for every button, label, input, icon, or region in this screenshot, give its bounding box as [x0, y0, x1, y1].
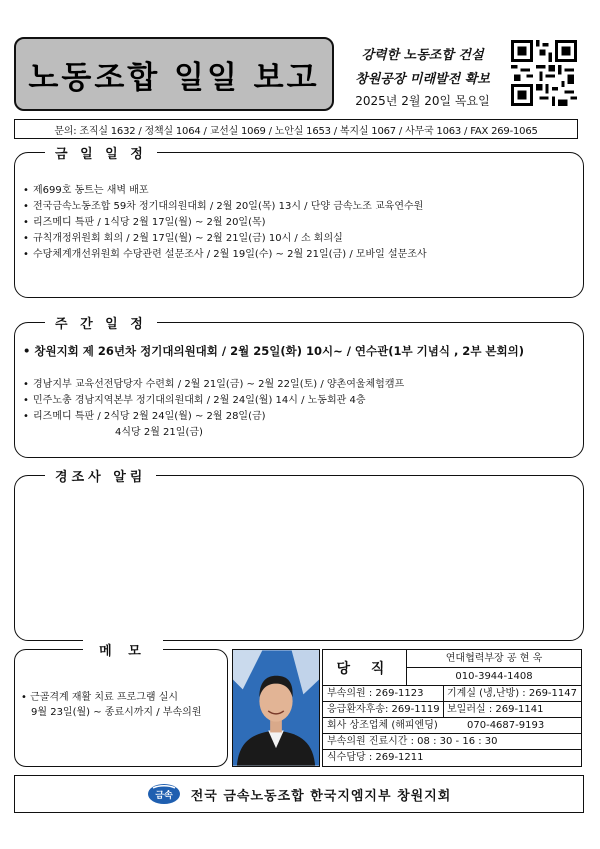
list-item: • 경남지부 교육선전담당자 수련회 / 2월 21일(금) ~ 2월 22일(토) / 양촌여울체험캠프 — [23, 379, 405, 390]
duty-table — [322, 649, 582, 767]
duty-row: 부속의원 진료시간 : 08 : 30 - 16 : 30 — [323, 734, 581, 750]
duty-row: 응급환자후송: 269-1119 보일러실 : 269-1141 — [323, 702, 581, 718]
duty-row: 식수담당 : 269-1211 — [327, 752, 424, 763]
slogan-line-1: 강력한 노동조합 건설 — [361, 48, 484, 63]
organization-name: 전국 금속노동조합 한국지엠지부 창원지회 — [190, 788, 452, 804]
duty-officer-photo — [232, 649, 320, 767]
weekly-schedule-title: 주 간 일 정 — [45, 313, 157, 332]
list-item-continuation: 4식당 2월 21일(금) — [115, 427, 203, 438]
list-item: • 민주노총 경남지역본부 정기대의원대회 / 2월 24일(월) 14시 / 노동회관 4층 — [23, 395, 366, 406]
report-title: 노동조합 일일 보고 — [28, 59, 320, 96]
qr-code-icon[interactable] — [511, 40, 577, 106]
duty-officer-phone: 010-3944-1408 — [407, 668, 581, 686]
memo-title: 메 모 — [83, 640, 163, 659]
weekly-schedule-section — [14, 317, 584, 458]
memo-text: • 근골격계 재활 치료 프로그램 실시 9월 23일(월) ~ 종료시까지 / 부속의원 — [21, 692, 202, 718]
today-schedule-section — [14, 147, 584, 298]
slogan-line-2: 창원공장 미래발전 확보 — [355, 72, 490, 87]
today-schedule-title: 금 일 일 정 — [45, 143, 157, 162]
today-schedule-list — [23, 183, 575, 263]
list-item: • 전국금속노동조합 59차 정기대의원대회 / 2월 20일(목) 13시 / 단양 금속노조 교육연수원 — [23, 201, 424, 212]
union-logo-text: 금속 — [154, 791, 173, 801]
contact-info: 문의: 조직실 1632 / 정책실 1064 / 교선실 1069 / 노안실 1653 / 복지실 1067 / 사무국 1063 / FAX 269-1065 — [14, 119, 578, 139]
list-item: • 제699호 동트는 새벽 배포 — [23, 185, 149, 196]
events-title: 경조사 알림 — [45, 466, 156, 485]
list-item: • 수당체계개선위원회 수당관련 설문조사 / 2월 19일(수) ~ 2월 21일(금) / 모바일 설문조사 — [23, 249, 427, 260]
events-section — [14, 470, 584, 641]
list-item: • 리즈메디 특판 / 1식당 2월 17일(월) ~ 2월 20일(목) — [23, 217, 266, 228]
footer — [14, 775, 584, 813]
duty-label: 당 직 — [323, 650, 407, 686]
memo-box — [14, 644, 228, 767]
weekly-highlight-item: • 창원지회 제 26년차 정기대의원대회 / 2월 25일(화) 10시~ / 연수관(1부 기념식 , 2부 본회의) — [23, 344, 525, 358]
duty-row: 회사 상조업체 (해피엔딩) 070-4687-9193 — [323, 718, 581, 734]
report-title-box — [14, 37, 334, 111]
duty-officer-name: 연대협력부장 공 현 욱 — [407, 650, 581, 668]
weekly-schedule-list — [23, 377, 575, 441]
report-date: 2025년 2월 20일 목요일 — [355, 94, 490, 108]
list-item: • 규칙개정위원회 회의 / 2월 17일(월) ~ 2월 21일(금) 10시 / 소 회의실 — [23, 233, 343, 244]
union-logo-icon — [147, 783, 181, 805]
duty-row: 부속의원 : 269-1123 기계실 (냉,난방) : 269-1147 — [323, 686, 581, 702]
list-item: • 리즈메디 특판 / 2식당 2월 24일(월) ~ 2월 28일(금) — [23, 411, 266, 422]
